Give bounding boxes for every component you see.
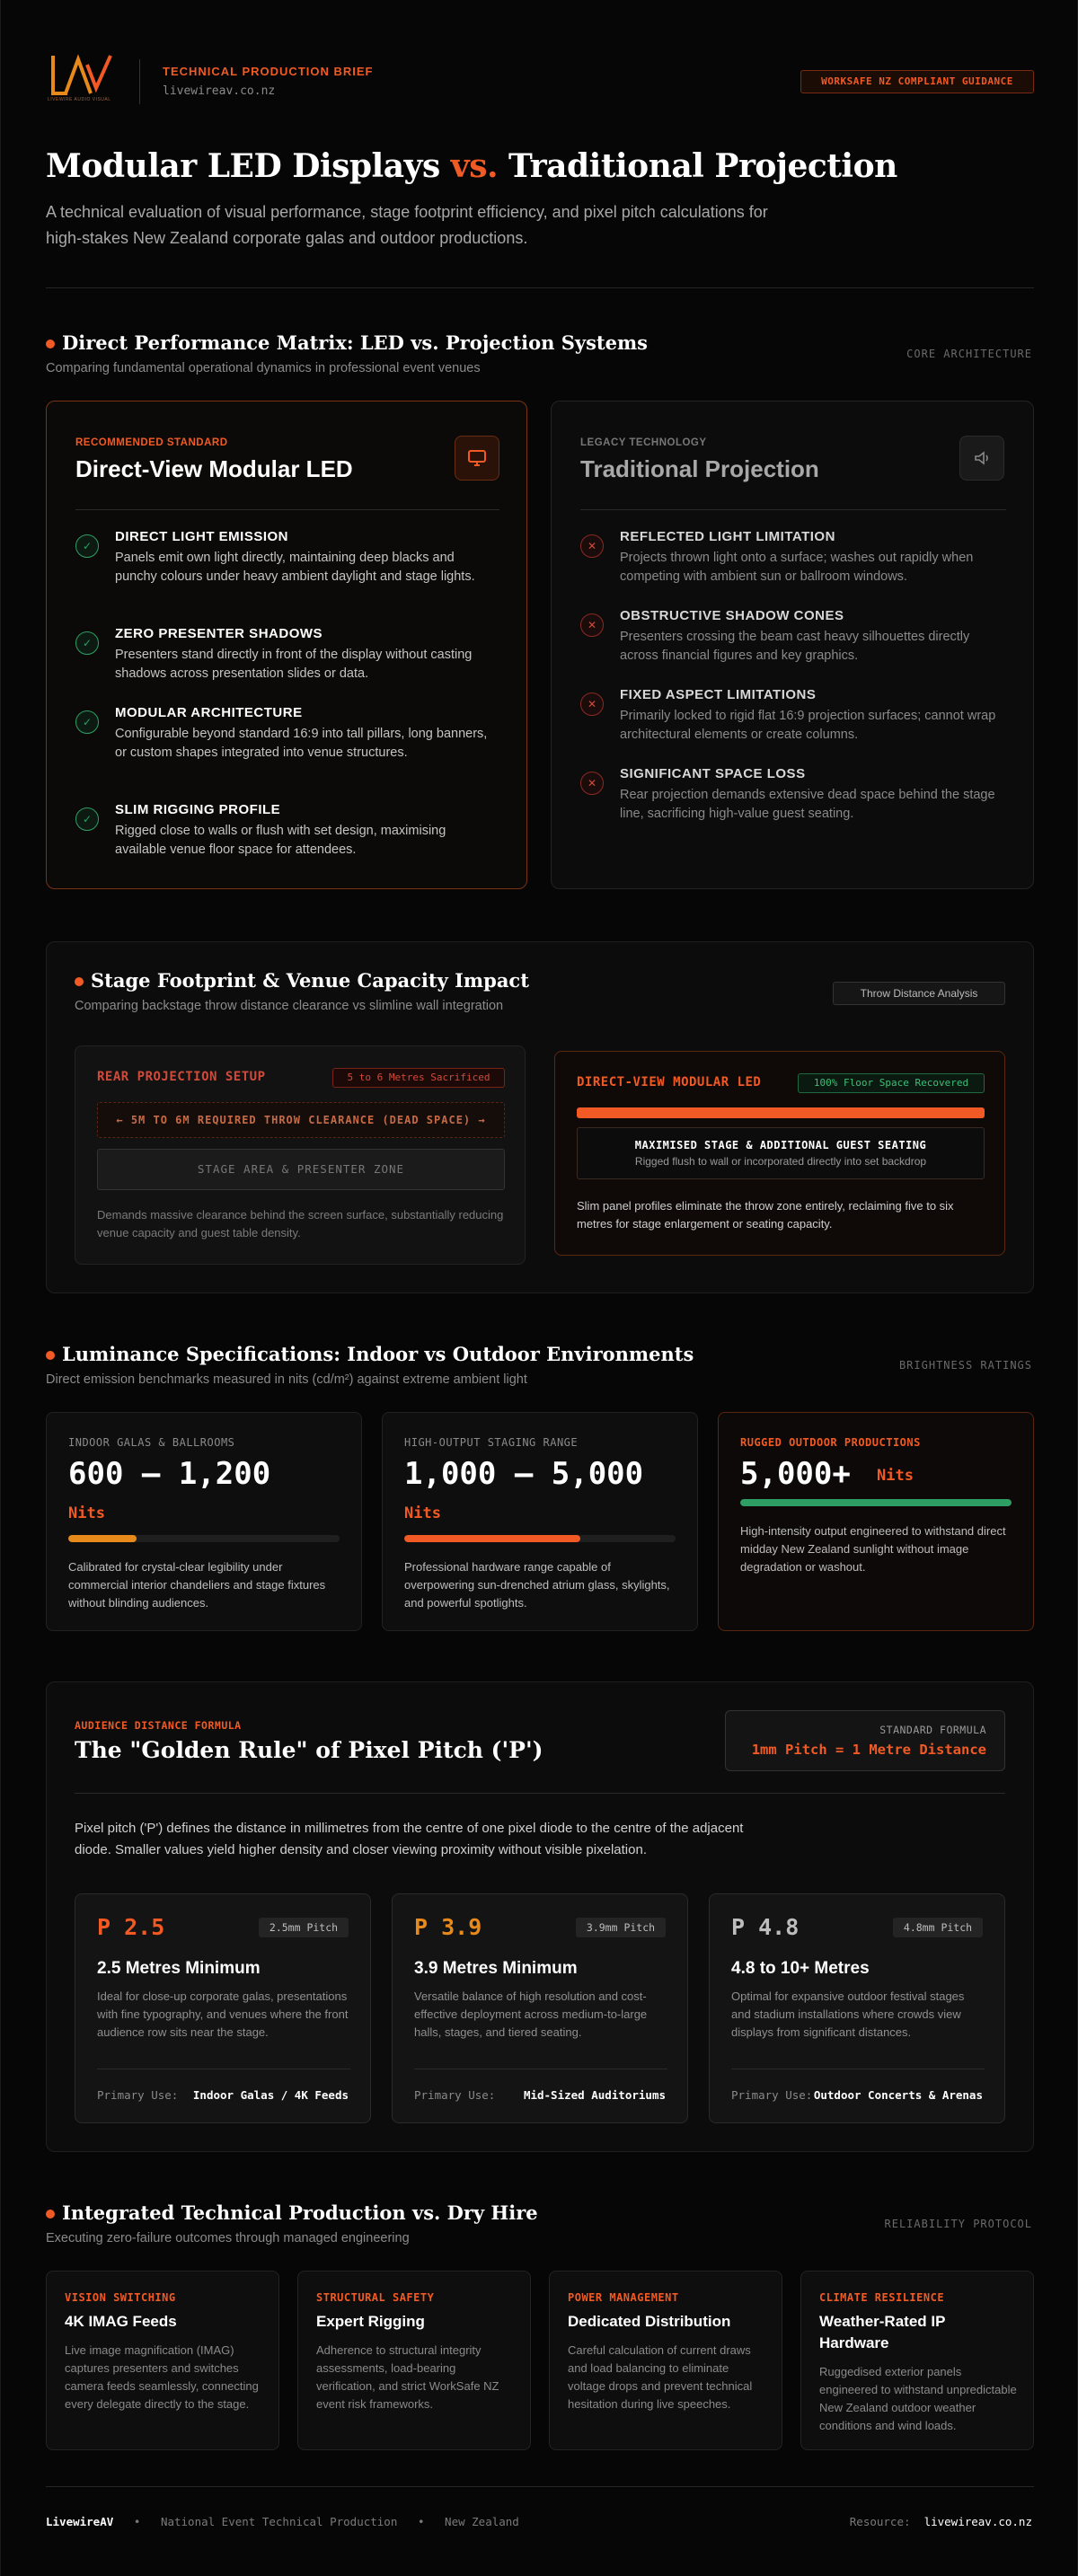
service-desc: Adherence to structural integrity assessments, load-bearing verification, and strict WorkSafe NZ event risk frameworks. bbox=[316, 2343, 499, 2411]
pitch-title: The "Golden Rule" of Pixel Pitch ('P') bbox=[75, 1737, 543, 1763]
maximised-stage-box bbox=[577, 1127, 985, 1179]
pitch-value: P 2.5 bbox=[97, 1914, 165, 1940]
feature-title: ZERO PRESENTER SHADOWS bbox=[115, 626, 323, 641]
pitch-card-title: 3.9 Metres Minimum bbox=[414, 1959, 578, 1978]
lum-desc: Calibrated for crystal-clear legibility under commercial interior chandeliers and stage fixtures without blinding audiences. bbox=[68, 1560, 326, 1610]
service-title: Expert Rigging bbox=[316, 2313, 425, 2330]
service-kicker: CLIMATE RESILIENCE bbox=[819, 2291, 945, 2304]
x-icon: ✕ bbox=[580, 772, 604, 795]
matrix-title: Direct Performance Matrix: LED vs. Projection Systems bbox=[62, 331, 649, 354]
stage-zone: STAGE AREA & PRESENTER ZONE bbox=[97, 1149, 505, 1190]
pitch-card-title: 2.5 Metres Minimum bbox=[97, 1959, 261, 1978]
header-divider bbox=[139, 59, 140, 104]
footer-right bbox=[850, 2515, 1032, 2528]
pitch-value: P 4.8 bbox=[731, 1914, 800, 1940]
pitch-card-p39 bbox=[392, 1893, 688, 2123]
monitor-icon bbox=[455, 436, 499, 481]
service-kicker: VISION SWITCHING bbox=[65, 2291, 176, 2304]
feature-desc: Primarily locked to rigid flat 16:9 projection surfaces; cannot wrap architectural elements or create columns. bbox=[620, 709, 996, 742]
feature-title: REFLECTED LIGHT LIMITATION bbox=[620, 529, 835, 544]
service-card-vision bbox=[46, 2271, 279, 2450]
lum-kicker: RUGGED OUTDOOR PRODUCTIONS bbox=[740, 1436, 921, 1449]
formula-box bbox=[725, 1710, 1005, 1771]
check-icon: ✓ bbox=[75, 807, 99, 831]
primary-use-value: Mid-Sized Auditoriums bbox=[523, 2088, 666, 2102]
formula: 1mm Pitch = 1 Metre Distance bbox=[751, 1742, 986, 1758]
logo-subtext: LIVEWIRE AUDIO VISUAL bbox=[48, 97, 111, 102]
space-lost-pill: 5 to 6 Metres Sacrificed bbox=[332, 1068, 505, 1088]
led-title: Direct-View Modular LED bbox=[75, 455, 353, 482]
check-icon: ✓ bbox=[75, 710, 99, 734]
lum-fill bbox=[740, 1499, 1012, 1506]
primary-use-label: Primary Use: bbox=[97, 2088, 179, 2102]
projection-kicker: LEGACY TECHNOLOGY bbox=[580, 437, 707, 448]
matrix-tag: CORE ARCHITECTURE bbox=[906, 348, 1032, 360]
luminance-card-indoor bbox=[46, 1412, 362, 1631]
pitch-pill: 2.5mm Pitch bbox=[259, 1918, 349, 1937]
check-icon: ✓ bbox=[75, 534, 99, 558]
service-kicker: STRUCTURAL SAFETY bbox=[316, 2291, 435, 2304]
service-title: Dedicated Distribution bbox=[568, 2313, 731, 2330]
rear-desc: Demands massive clearance behind the screen surface, substantially reducing venue capacity and guest table density. bbox=[97, 1208, 504, 1239]
led-kicker: RECOMMENDED STANDARD bbox=[75, 437, 228, 448]
footer-brand: LivewireAV bbox=[46, 2515, 114, 2528]
feature-title: DIRECT LIGHT EMISSION bbox=[115, 529, 289, 544]
throw-clearance-bar: ← 5M TO 6M REQUIRED THROW CLEARANCE (DEAD SPACE) → bbox=[97, 1102, 505, 1138]
pitch-card-desc: Versatile balance of high resolution and cost-effective deployment across medium-to-large halls, stages, and tiered seating. bbox=[414, 1989, 648, 2039]
lum-unit: Nits bbox=[404, 1504, 441, 1522]
divider bbox=[46, 287, 1034, 288]
max-stage-title: MAXIMISED STAGE & ADDITIONAL GUEST SEATING bbox=[634, 1139, 927, 1151]
primary-use-value: Indoor Galas / 4K Feeds bbox=[192, 2088, 349, 2102]
footer-sep: • bbox=[133, 2515, 141, 2528]
lum-track bbox=[740, 1499, 1012, 1506]
projector-icon bbox=[959, 436, 1004, 481]
pitch-card-desc: Ideal for close-up corporate galas, presentations with fine typography, and venues where the front audience row sits near the stage. bbox=[97, 1989, 349, 2039]
integrated-tag: RELIABILITY PROTOCOL bbox=[884, 2218, 1032, 2230]
service-desc: Ruggedised exterior panels engineered to withstand unpredictable New Zealand outdoor weather conditions and wind loads. bbox=[819, 2365, 1017, 2432]
feature-desc: Projects thrown light onto a surface; washes out rapidly when competing with ambient sun or ballroom windows. bbox=[620, 551, 974, 584]
pitch-pill: 3.9mm Pitch bbox=[576, 1918, 666, 1937]
section-bullet bbox=[46, 340, 55, 348]
stage-subtitle: Comparing backstage throw distance clearance vs slimline wall integration bbox=[75, 999, 504, 1013]
feature-desc: Presenters crossing the beam cast heavy silhouettes directly across financial figures and key graphics. bbox=[620, 630, 970, 663]
luminance-tag: BRIGHTNESS RATINGS bbox=[898, 1359, 1032, 1372]
service-kicker: POWER MANAGEMENT bbox=[568, 2291, 679, 2304]
site-link[interactable]: livewireav.co.nz bbox=[163, 84, 276, 98]
lum-value: 600 – 1,200 bbox=[68, 1456, 271, 1492]
x-icon: ✕ bbox=[580, 613, 604, 637]
led-wall-bar bbox=[577, 1107, 985, 1118]
pitch-pill: 4.8mm Pitch bbox=[893, 1918, 983, 1937]
projection-card bbox=[551, 401, 1034, 889]
hero-subtitle: A technical evaluation of visual performance, stage footprint efficiency, and pixel pitch calculations for high-stakes New Zealand corporate galas and outdoor productions. bbox=[46, 203, 768, 247]
hero-title: Modular LED Displays vs. Traditional Projection bbox=[46, 147, 897, 185]
lum-kicker: HIGH-OUTPUT STAGING RANGE bbox=[404, 1436, 579, 1449]
throw-distance-button[interactable]: Throw Distance Analysis bbox=[833, 982, 1005, 1005]
projection-title: Traditional Projection bbox=[580, 455, 819, 482]
service-card-rigging bbox=[297, 2271, 531, 2450]
service-desc: Live image magnification (IMAG) captures presenters and switches camera feeds seamlessly, connecting every delegate directly to the stage. bbox=[65, 2343, 259, 2411]
card-separator bbox=[75, 509, 499, 510]
pitch-card-p48 bbox=[709, 1893, 1005, 2123]
service-card-power bbox=[549, 2271, 782, 2450]
lum-desc: High-intensity output engineered to withstand direct midday New Zealand sunlight without image degradation or washout. bbox=[740, 1524, 1006, 1574]
luminance-subtitle: Direct emission benchmarks measured in nits (cd/m²) against extreme ambient light bbox=[46, 1372, 527, 1387]
footer-divider bbox=[46, 2486, 1034, 2487]
pitch-value: P 3.9 bbox=[414, 1914, 482, 1940]
footer-left bbox=[46, 2515, 519, 2528]
integrated-subtitle: Executing zero-failure outcomes through managed engineering bbox=[46, 2231, 410, 2245]
footer-country: New Zealand bbox=[445, 2515, 519, 2528]
led-stage-desc: Slim panel profiles eliminate the throw zone entirely, reclaiming five to six metres for stage enlargement or seating capacity. bbox=[577, 1199, 954, 1231]
lum-desc: Professional hardware range capable of overpowering sun-drenched atrium glass, skylights, and powerful spotlights. bbox=[404, 1560, 670, 1610]
stage-title: Stage Footprint & Venue Capacity Impact bbox=[91, 969, 529, 992]
feature-title: SIGNIFICANT SPACE LOSS bbox=[620, 766, 806, 781]
feature-title: MODULAR ARCHITECTURE bbox=[115, 705, 303, 720]
pitch-intro: Pixel pitch ('P') defines the distance in millimetres from the centre of one pixel diode to the centre of the adjacent diode. Smaller values yield higher density and closer viewing proximity without visible pixelation. bbox=[75, 1821, 744, 1857]
max-stage-sub: Rigged flush to wall or incorporated directly into set backdrop bbox=[634, 1155, 927, 1168]
check-icon: ✓ bbox=[75, 631, 99, 655]
section-bullet bbox=[46, 2210, 55, 2219]
lum-track bbox=[68, 1535, 340, 1542]
formula-label: STANDARD FORMULA bbox=[879, 1724, 986, 1736]
brief-label: TECHNICAL PRODUCTION BRIEF bbox=[163, 65, 374, 78]
service-card-climate bbox=[800, 2271, 1034, 2450]
pitch-card-desc: Optimal for expansive outdoor festival stages and stadium installations where crowds view displays from significant distances. bbox=[731, 1989, 965, 2039]
integrated-title: Integrated Technical Production vs. Dry Hire bbox=[62, 2201, 538, 2224]
pitch-card-p25 bbox=[75, 1893, 371, 2123]
luminance-title: Luminance Specifications: Indoor vs Outdoor Environments bbox=[62, 1343, 694, 1365]
led-stage-box bbox=[554, 1051, 1005, 1256]
section-bullet bbox=[46, 1351, 55, 1360]
primary-use-value: Outdoor Concerts & Arenas bbox=[813, 2088, 983, 2102]
x-icon: ✕ bbox=[580, 693, 604, 716]
resource-link[interactable]: livewireav.co.nz bbox=[923, 2515, 1032, 2528]
service-title: Weather-Rated IP Hardware bbox=[819, 2313, 946, 2351]
feature-title: SLIM RIGGING PROFILE bbox=[115, 802, 281, 817]
primary-use-label: Primary Use: bbox=[414, 2088, 496, 2102]
rear-kicker: REAR PROJECTION SETUP bbox=[97, 1070, 266, 1084]
led-card bbox=[46, 401, 527, 889]
feature-desc: Rear projection demands extensive dead space behind the stage line, sacrificing high-value guest seating. bbox=[620, 788, 995, 821]
luminance-card-outdoor bbox=[718, 1412, 1034, 1631]
card-separator bbox=[580, 509, 1006, 510]
feature-desc: Rigged close to walls or flush with set design, maximising available venue floor space for attendees. bbox=[115, 824, 446, 857]
pitch-card-title: 4.8 to 10+ Metres bbox=[731, 1959, 870, 1978]
footer-sep: • bbox=[417, 2515, 425, 2528]
feature-desc: Presenters stand directly in front of the display without casting shadows across presentation slides or data. bbox=[115, 648, 473, 681]
service-desc: Careful calculation of current draws and load balancing to eliminate voltage drops and prevent technical hesitation during live speeches. bbox=[568, 2343, 753, 2411]
lum-unit: Nits bbox=[68, 1504, 105, 1522]
led-stage-kicker: DIRECT-VIEW MODULAR LED bbox=[577, 1075, 762, 1090]
footer-tagline: National Event Technical Production bbox=[160, 2515, 398, 2528]
lum-unit: Nits bbox=[877, 1467, 914, 1485]
lum-value: 5,000+ bbox=[740, 1456, 851, 1492]
section-bullet bbox=[75, 977, 84, 986]
feature-desc: Panels emit own light directly, maintaining deep blacks and punchy colours under heavy ambient daylight and stage lights. bbox=[115, 551, 475, 584]
divider bbox=[75, 1793, 1005, 1794]
lum-fill bbox=[404, 1535, 580, 1542]
lum-track bbox=[404, 1535, 676, 1542]
feature-title: FIXED ASPECT LIMITATIONS bbox=[620, 687, 817, 702]
service-title: 4K IMAG Feeds bbox=[65, 2313, 177, 2330]
matrix-subtitle: Comparing fundamental operational dynamics in professional event venues bbox=[46, 361, 481, 375]
space-recovered-pill: 100% Floor Space Recovered bbox=[798, 1073, 985, 1093]
primary-use-label: Primary Use: bbox=[731, 2088, 813, 2102]
x-icon: ✕ bbox=[580, 534, 604, 558]
lum-value: 1,000 – 5,000 bbox=[404, 1456, 644, 1492]
feature-title: OBSTRUCTIVE SHADOW CONES bbox=[620, 608, 844, 623]
lum-fill bbox=[68, 1535, 137, 1542]
pitch-kicker: AUDIENCE DISTANCE FORMULA bbox=[75, 1719, 242, 1732]
rear-projection-box bbox=[75, 1045, 526, 1265]
resource-label: Resource: bbox=[849, 2515, 911, 2528]
lum-kicker: INDOOR GALAS & BALLROOMS bbox=[68, 1436, 235, 1449]
compliance-badge: WORKSAFE NZ COMPLIANT GUIDANCE bbox=[800, 70, 1034, 93]
luminance-card-high-output bbox=[382, 1412, 698, 1631]
feature-desc: Configurable beyond standard 16:9 into tall pillars, long banners, or custom shapes integrated into venue structures. bbox=[115, 727, 488, 760]
